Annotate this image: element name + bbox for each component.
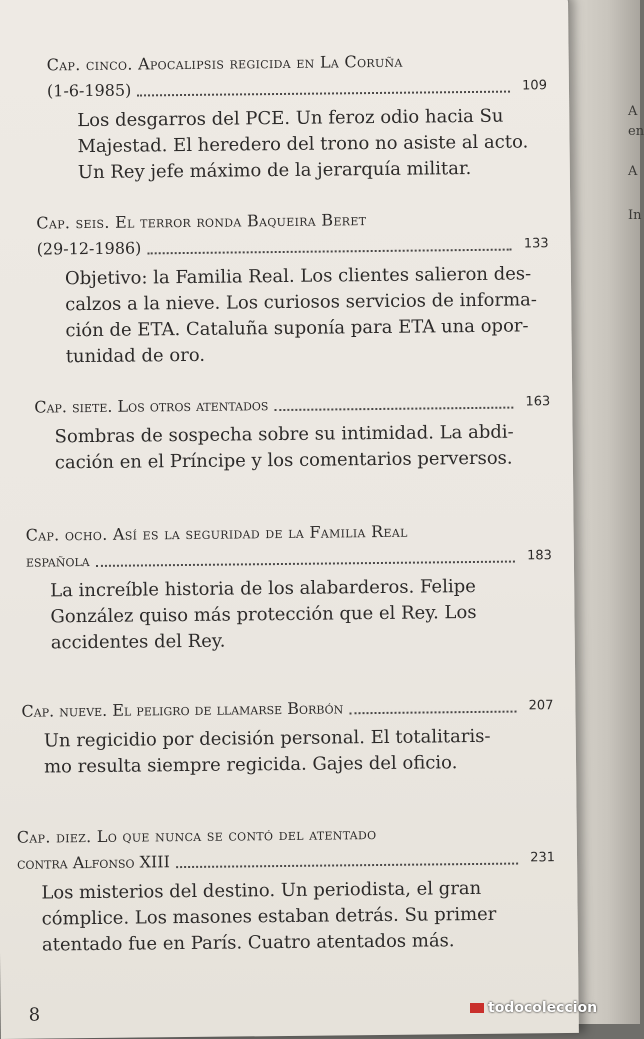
leader-dots	[147, 249, 511, 255]
chapter-line	[21, 693, 553, 725]
chapter-line	[37, 231, 549, 262]
page-number: 163	[525, 394, 551, 410]
summary-line: tunidad de oro.	[65, 344, 206, 368]
chapter-heading: Cap. siete. Los otros atentados	[34, 395, 269, 417]
chapter-heading: Cap. seis. El terror ronda Baqueira Beret	[36, 210, 367, 233]
summary-line: Los misterios del destino. Un periodista, el gran	[41, 877, 482, 904]
chapter-heading-cont: contra Alfonso XIII	[16, 852, 171, 873]
summary-line: cómplice. Los masones estaban detrás. Su primer	[41, 903, 497, 930]
chapter-summary	[50, 573, 553, 656]
chapter-heading: Cap. ocho. Así es la seguridad de la Familia Real	[25, 521, 408, 545]
toc-entry	[21, 693, 554, 781]
summary-line: Majestad. El heredero del trono no asiste al acto.	[77, 131, 529, 158]
summary-line: mo resulta siempre regicida. Gajes del oficio.	[43, 752, 458, 778]
toc-entry	[26, 517, 553, 657]
chapter-line	[17, 845, 555, 877]
watermark-logo-icon	[470, 1003, 484, 1013]
summary-line: ción de ETA. Cataluña suponía para ETA una opor-	[65, 315, 529, 342]
chapter-line	[47, 73, 547, 104]
summary-line: Los desgarros del PCE. Un feroz odio hacia Su	[77, 105, 504, 132]
summary-line: cación en el Príncipe y los comentarios perversos.	[54, 447, 513, 474]
leader-dots	[96, 561, 515, 567]
leader-dots	[349, 711, 516, 715]
summary-line: atentado fue en París. Cuatro atentados más.	[41, 930, 455, 956]
watermark	[470, 1000, 597, 1016]
page-folio: 8	[28, 1004, 41, 1026]
chapter-summary	[65, 261, 550, 370]
page-number: 183	[526, 548, 552, 564]
chapter-line	[26, 543, 552, 575]
chapter-date: (1-6-1985)	[46, 80, 132, 101]
toc-entry	[36, 205, 550, 370]
summary-line: Un regicidio por decisión personal. El totalitaris-	[43, 725, 491, 752]
watermark-text: todocoleccion	[488, 1000, 598, 1016]
leader-dots	[137, 91, 510, 97]
leader-dots	[274, 407, 513, 412]
chapter-heading: Cap. cinco. Apocalipsis regicida en La Coruña	[46, 51, 403, 75]
page-number: 231	[530, 850, 556, 866]
page-number: 133	[523, 236, 549, 252]
leader-dots	[176, 863, 518, 869]
summary-line: González quiso más protección que el Rey. Los	[50, 601, 477, 628]
summary-line: calzos a la nieve. Los curiosos servicios de informa-	[65, 289, 538, 316]
right-page-fragment: en	[628, 124, 644, 139]
toc-entry	[17, 819, 556, 959]
right-page-fragment: In	[628, 208, 642, 223]
chapter-summary	[41, 875, 556, 958]
chapter-summary	[77, 103, 548, 186]
summary-line: Sombras de sospecha sobre su intimidad. La abdi-	[54, 421, 514, 448]
page-number: 207	[528, 698, 554, 714]
chapter-line	[34, 389, 550, 420]
right-page-fragment: A	[628, 164, 638, 179]
summary-line: Objetivo: la Familia Real. Los clientes salieron des-	[64, 263, 532, 290]
chapter-summary	[44, 723, 555, 780]
chapter-heading: Cap. nueve. El peligro de llamarse Borbón	[21, 698, 344, 721]
summary-line: La increíble historia de los alabarderos. Felipe	[50, 575, 476, 602]
toc-entry	[47, 47, 548, 186]
page-number: 109	[522, 78, 548, 94]
summary-line: accidentes del Rey.	[50, 630, 226, 654]
summary-line: Un Rey jefe máximo de la jerarquía militar.	[77, 157, 472, 184]
chapter-summary	[54, 419, 551, 476]
right-page-fragment: A	[628, 104, 638, 119]
chapter-heading: Cap. diez. Lo que nunca se contó del atentado	[16, 824, 377, 847]
chapter-heading-cont: española	[25, 551, 90, 571]
chapter-date: (29-12-1986)	[36, 238, 142, 259]
toc-entry	[34, 389, 551, 476]
